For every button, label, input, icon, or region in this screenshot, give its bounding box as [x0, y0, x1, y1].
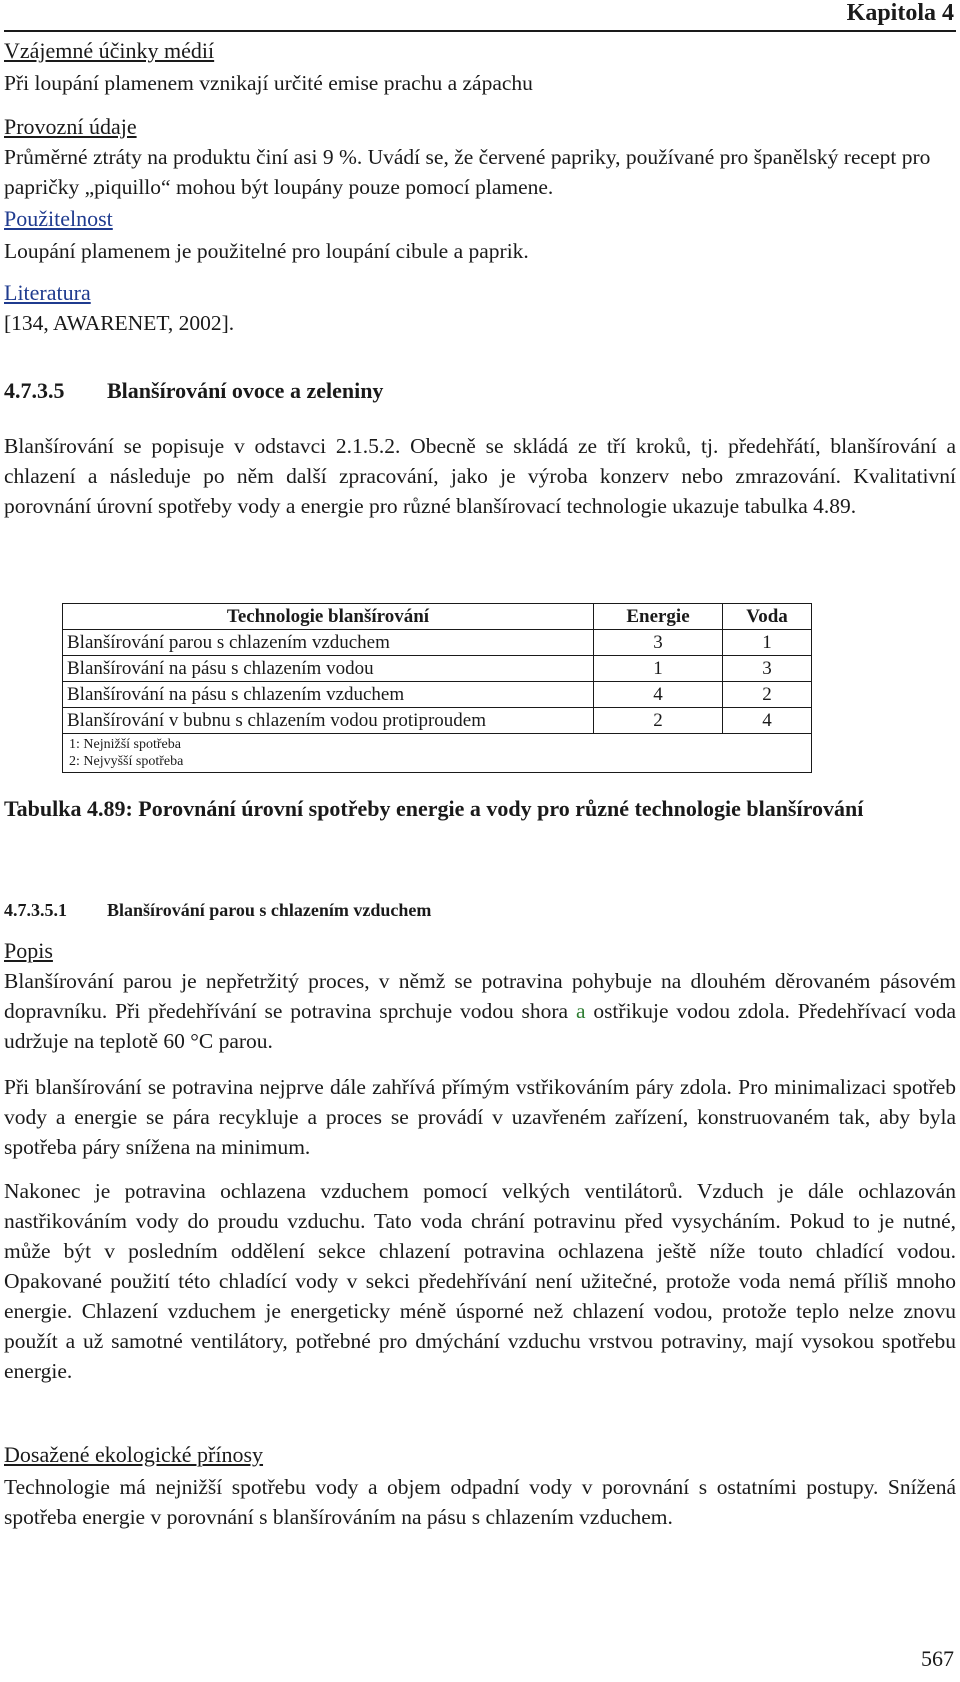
- table-header-technology: Technologie blanšírování: [63, 604, 594, 630]
- heading-applicability: Použitelnost: [4, 206, 113, 231]
- table-cell-technology: Blanšírování na pásu s chlazením vodou: [63, 656, 594, 682]
- text-benefits: Technologie má nejnižší spotřebu vody a objem odpadní vody v porovnání s ostatními postupy. Snížená spotřeba energie v porovnání s blanšírováním na pásu s chlazením vzduchem.: [4, 1475, 956, 1529]
- text-literature: [134, AWARENET, 2002].: [4, 311, 235, 335]
- table-legend-row: [63, 734, 812, 773]
- table-caption: Tabulka 4.89: Porovnání úrovní spotřeby energie a vody pro různé technologie blanšírování: [4, 796, 864, 821]
- paragraph-description-2: Při blanšírování se potravina nejprve dále zahřívá přímým vstřikováním páry zdola. Pro minimalizaci spotřeb vody a energie se pára recykluje a proces se provádí v uzavřeném zařízení, konstruovaném tak, aby byla spotřeba páry snížena na minimum.: [4, 1075, 956, 1159]
- table-cell-energy: 1: [594, 656, 723, 682]
- table-cell-technology: Blanšírování v bubnu s chlazením vodou protiproudem: [63, 708, 594, 734]
- text-interactions: Při loupání plamenem vznikají určité emise prachu a zápachu: [4, 71, 533, 95]
- subsection-number: 4.7.3.5.1: [4, 900, 67, 920]
- chapter-header: Kapitola 4: [846, 0, 954, 26]
- table-row: [63, 630, 812, 656]
- text-operational: Průměrné ztráty na produktu činí asi 9 %. Uvádí se, že červené papriky, používané pro španělský recept pro papričky „piquillo“ mohou být loupány pouze pomocí plamene.: [4, 145, 931, 199]
- table-cell-technology: Blanšírování na pásu s chlazením vzduchem: [63, 682, 594, 708]
- highlighted-word: a: [575, 999, 586, 1023]
- subsection-title: Blanšírování parou s chlazením vzduchem: [107, 900, 432, 920]
- table-cell-technology: Blanšírování parou s chlazením vzduchem: [63, 630, 594, 656]
- table-row: [63, 656, 812, 682]
- text-applicability: Loupání plamenem je použitelné pro loupání cibule a paprik.: [4, 239, 529, 263]
- table-cell-water: 2: [723, 682, 812, 708]
- heading-benefits: Dosažené ekologické přínosy: [4, 1442, 264, 1467]
- section-heading-4735: [4, 378, 383, 404]
- legend-item: 2: Nejvyšší spotřeba: [69, 754, 184, 769]
- subsection-heading-47351: [4, 900, 431, 921]
- heading-interactions: Vzájemné účinky médií: [4, 38, 215, 63]
- paragraph-description-3: Nakonec je potravina ochlazena vzduchem pomocí velkých ventilátorů. Vzduch je dále ochlazován nastřikováním vody do proudu vzduchu. Tato voda chrání potravinu před vysycháním. Pokud to je nutné, může být v posledním oddělení sekce chlazení potravina ochlazena ještě níže touto chladící vodou. Opakované použití této chladící vody v sekci předehřívání není užitečné, protože voda nemá příliš mnoho energie. Chlazení vzduchem je energeticky méně úsporné než chlazení vodou, protože teplo nelze znovu použít a už samotné ventilátory, potřebné pro dmýchání vzduchu vrstvou potraviny, mají vysokou spotřebu energie.: [4, 1179, 956, 1383]
- header-rule: [4, 30, 956, 32]
- table-header-water: Voda: [723, 604, 812, 630]
- section-number: 4.7.3.5: [4, 378, 65, 403]
- legend-item: 1: Nejnižší spotřeba: [69, 737, 181, 752]
- paragraph-text: ostřikuje vodou zdola. Předehřívací voda udržuje na teplotě 60 °C parou.: [4, 999, 956, 1053]
- heading-literature: Literatura: [4, 280, 91, 305]
- table-header-energy: Energie: [594, 604, 723, 630]
- section-title: Blanšírování ovoce a zeleniny: [107, 378, 384, 403]
- page-number: 567: [921, 1646, 954, 1671]
- paragraph-text: Blanšírování parou je nepřetržitý proces, v němž se potravina pohybuje na dlouhém děrovaném pásovém dopravníku. Při předehřívání se potravina sprchuje vodou shora: [4, 969, 956, 1023]
- blanching-table: [62, 603, 812, 773]
- paragraph-description-1: [4, 966, 956, 1056]
- heading-operational: Provozní údaje: [4, 114, 137, 139]
- table-row: [63, 682, 812, 708]
- table-cell-water: 4: [723, 708, 812, 734]
- heading-description: Popis: [4, 938, 53, 963]
- table-legend: [63, 734, 812, 773]
- table-cell-water: 3: [723, 656, 812, 682]
- table-cell-energy: 2: [594, 708, 723, 734]
- table-cell-water: 1: [723, 630, 812, 656]
- table-row: [63, 708, 812, 734]
- table-header-row: [63, 604, 812, 630]
- table-cell-energy: 3: [594, 630, 723, 656]
- table-cell-energy: 4: [594, 682, 723, 708]
- text-section-4735: Blanšírování se popisuje v odstavci 2.1.5.2. Obecně se skládá ze tří kroků, tj. předehřátí, blanšírování a chlazení a následuje po něm další zpracování, jako je výroba konzerv nebo zmrazování. Kvalitativní porovnání úrovní spotřeby vody a energie pro různé blanšírovací technologie ukazuje tabulka 4.89.: [4, 434, 956, 518]
